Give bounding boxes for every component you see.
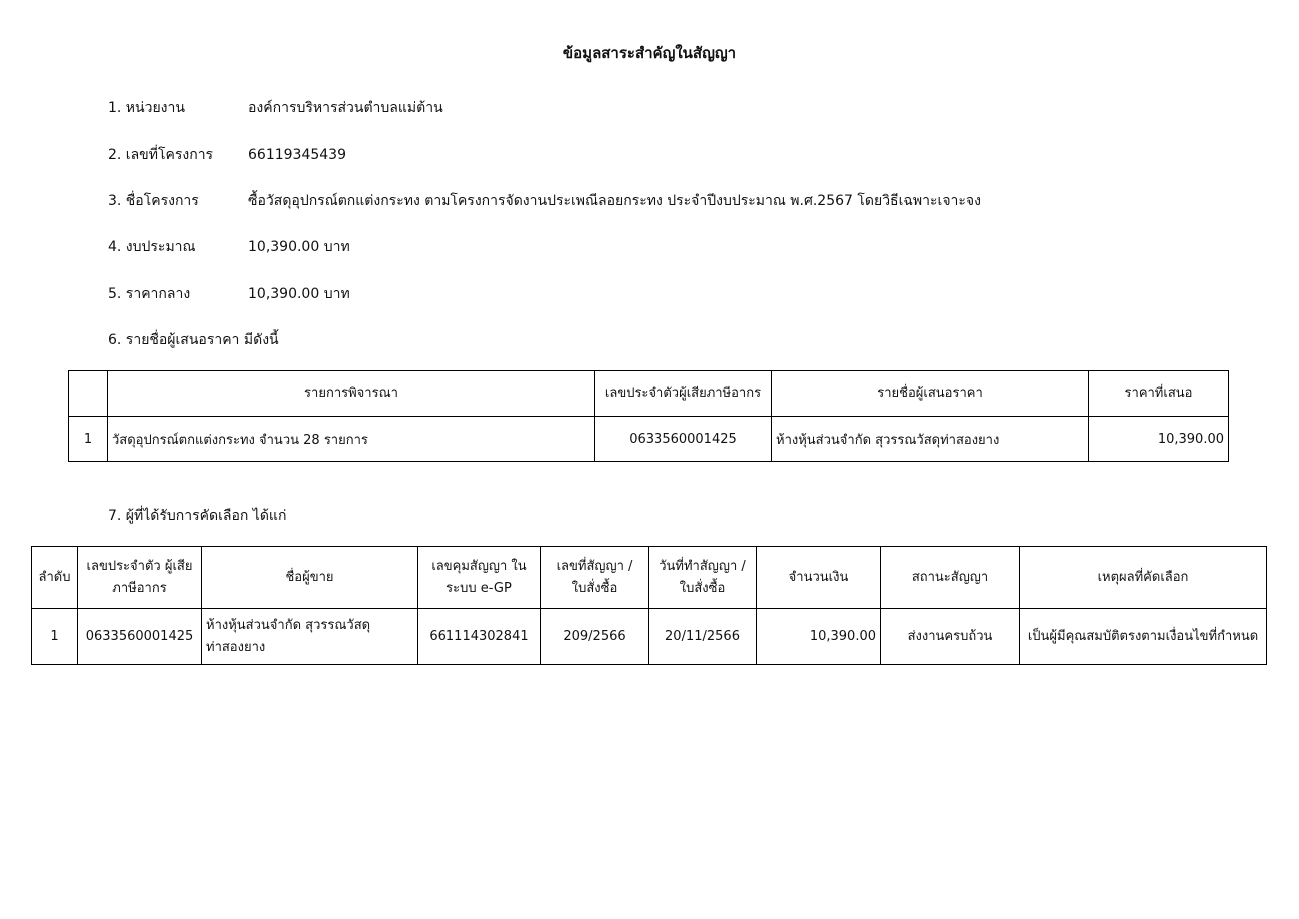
column-header [69, 371, 108, 417]
column-header: เลขประจำตัวผู้เสียภาษีอากร [595, 371, 772, 417]
item-median-price [108, 283, 350, 305]
column-header: เลขประจำตัว ผู้เสียภาษีอากร [78, 547, 202, 609]
item-project-name [108, 190, 981, 212]
bidders-table [68, 370, 1229, 462]
column-header: ชื่อผู้ขาย [202, 547, 418, 609]
item-value: 10,390.00 บาท [248, 286, 350, 302]
column-header: ราคาที่เสนอ [1089, 371, 1229, 417]
column-header: เลขที่สัญญา / ใบสั่งซื้อ [541, 547, 649, 609]
table-cell: เป็นผู้มีคุณสมบัติตรงตามเงื่อนไขที่กำหนด [1020, 609, 1267, 665]
column-header: เลขคุมสัญญา ในระบบ e-GP [418, 547, 541, 609]
selected-heading [108, 505, 286, 527]
item-label: 5. ราคากลาง [108, 286, 191, 302]
column-header: สถานะสัญญา [881, 547, 1020, 609]
item-budget [108, 236, 350, 258]
item-value: องค์การบริหารส่วนตำบลแม่ต้าน [248, 100, 443, 116]
item-project-number [108, 144, 346, 166]
table-cell: 20/11/2566 [649, 609, 757, 665]
table-cell: ส่งงานครบถ้วน [881, 609, 1020, 665]
item-label: 3. ชื่อโครงการ [108, 193, 199, 209]
table-cell: 10,390.00 [1089, 417, 1229, 462]
table-cell: ห้างหุ้นส่วนจำกัด สุวรรณวัสดุท่าสองยาง [202, 609, 418, 665]
table-cell: 1 [32, 609, 78, 665]
table-cell: ห้างหุ้นส่วนจำกัด สุวรรณวัสดุท่าสองยาง [772, 417, 1089, 462]
table-cell: 10,390.00 [757, 609, 881, 665]
table-header-row [69, 371, 1229, 417]
table-cell: วัสดุอุปกรณ์ตกแต่งกระทง จำนวน 28 รายการ [108, 417, 595, 462]
table-row [32, 609, 1267, 665]
table-cell: 0633560001425 [595, 417, 772, 462]
item-value: ซื้อวัสดุอุปกรณ์ตกแต่งกระทง ตามโครงการจัดงานประเพณีลอยกระทง ประจำปีงบประมาณ พ.ศ.2567 โดยวิธีเฉพาะเจาะจง [248, 193, 981, 209]
document-title: ข้อมูลสาระสำคัญในสัญญา [562, 44, 737, 62]
selected-label: 7. ผู้ที่ได้รับการคัดเลือก ได้แก่ [108, 508, 287, 524]
table-header-row [32, 547, 1267, 609]
item-agency [108, 97, 443, 119]
item-label: 6. รายชื่อผู้เสนอราคา มีดังนี้ [108, 332, 279, 348]
column-header: เหตุผลที่คัดเลือก [1020, 547, 1267, 609]
table-cell: 209/2566 [541, 609, 649, 665]
column-header: ลำดับ [32, 547, 78, 609]
column-header: วันที่ทำสัญญา / ใบสั่งซื้อ [649, 547, 757, 609]
winners-table [31, 546, 1267, 665]
item-label: 2. เลขที่โครงการ [108, 147, 214, 163]
item-label: 4. งบประมาณ [108, 239, 196, 255]
table-cell: 661114302841 [418, 609, 541, 665]
table-cell: 0633560001425 [78, 609, 202, 665]
column-header: รายการพิจารณา [108, 371, 595, 417]
item-value: 10,390.00 บาท [248, 239, 350, 255]
column-header: รายชื่อผู้เสนอราคา [772, 371, 1089, 417]
item-label: 1. หน่วยงาน [108, 100, 185, 116]
column-header: จำนวนเงิน [757, 547, 881, 609]
table-cell: 1 [69, 417, 108, 462]
table-row [69, 417, 1229, 462]
item-bidders-heading [108, 329, 279, 351]
item-value: 66119345439 [248, 147, 346, 163]
